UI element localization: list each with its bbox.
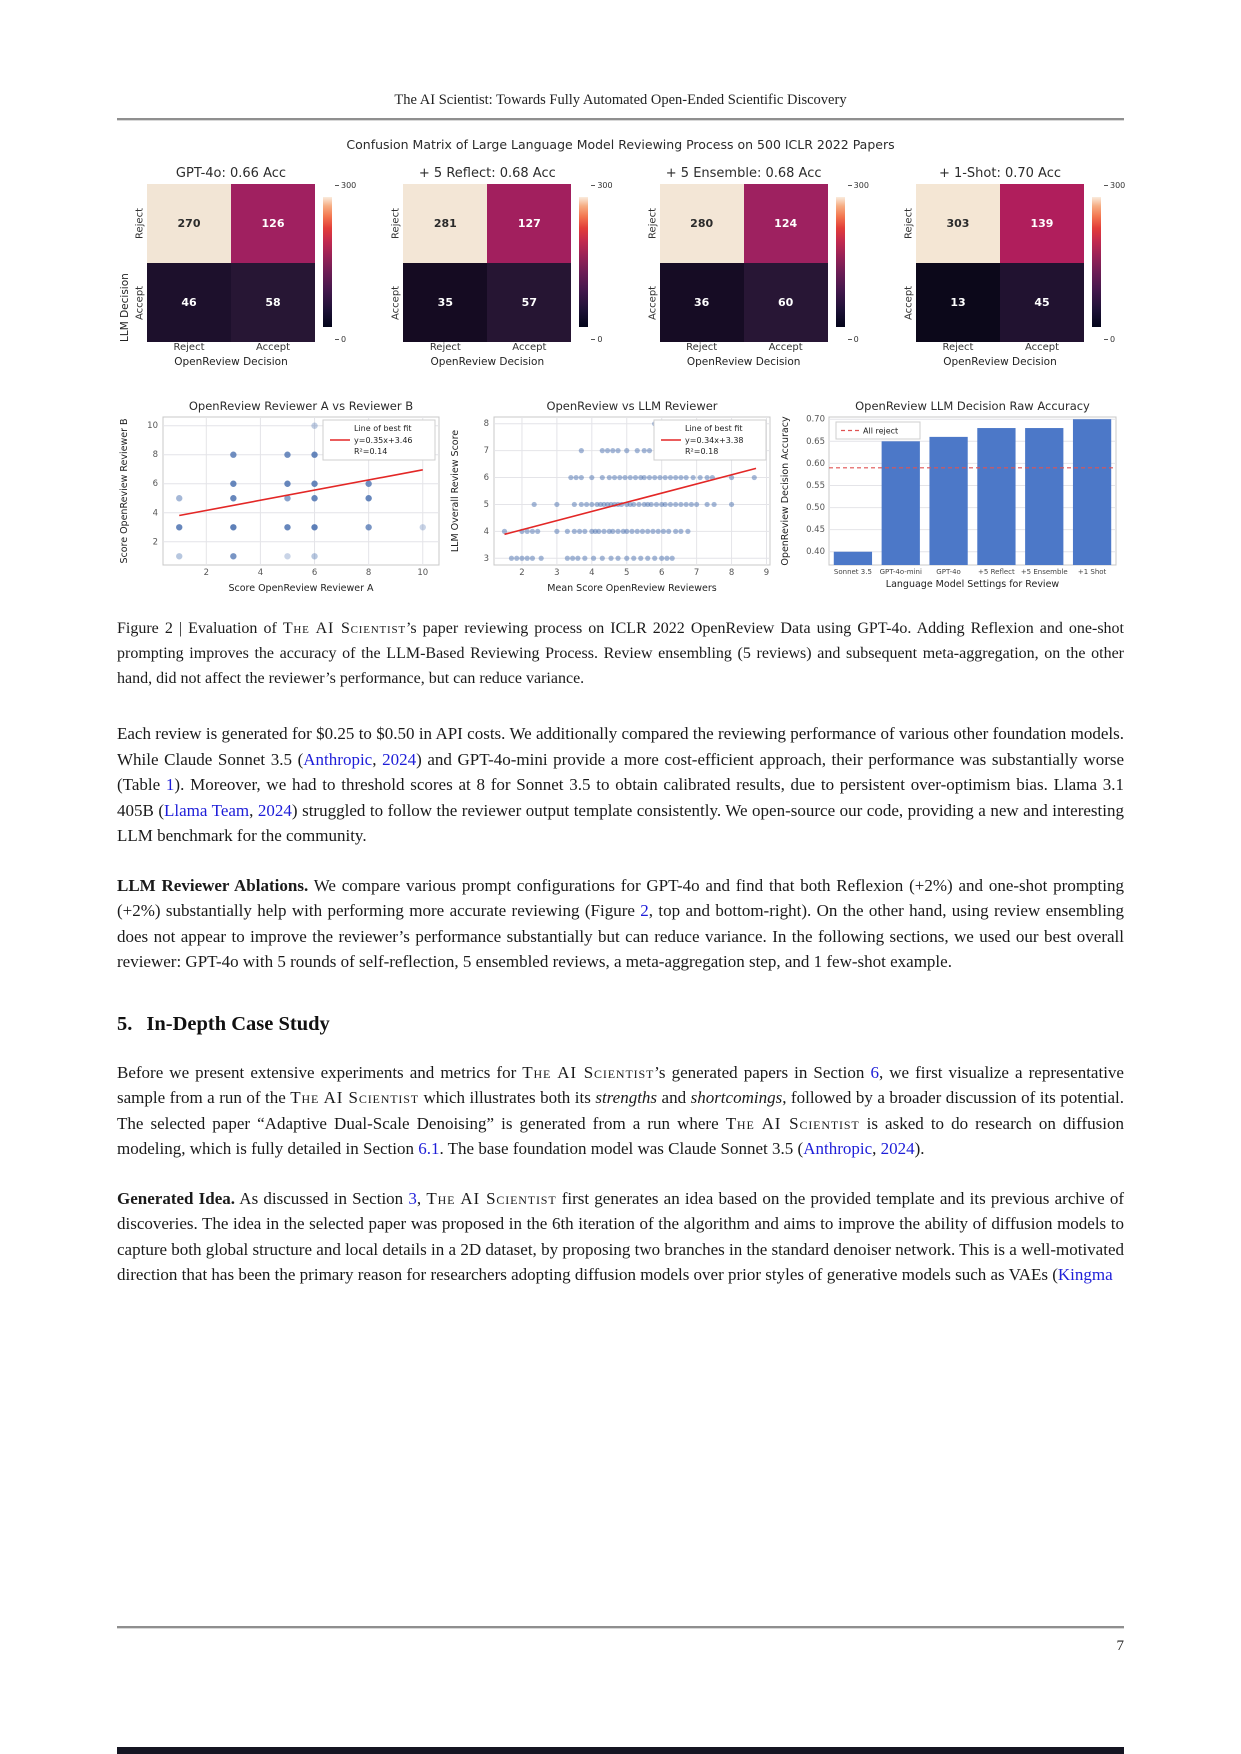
- section-heading-5: [117, 1013, 1124, 1036]
- section-title: In-Depth Case Study: [146, 1012, 330, 1035]
- section-number: 5.: [117, 1012, 133, 1035]
- header-rule: [117, 118, 1124, 121]
- citation-link[interactable]: 6: [870, 1062, 879, 1082]
- svg-text:2: 2: [519, 568, 525, 578]
- svg-text:6: 6: [311, 568, 318, 578]
- colorbar-min-tick: 0: [1104, 335, 1115, 344]
- confusion-matrix-3: [646, 166, 868, 370]
- heatmap-xlabel: OpenReview Decision: [174, 356, 288, 368]
- svg-text:8: 8: [728, 568, 735, 578]
- heatmap-cell: 36: [660, 263, 744, 342]
- heatmap-cell: 281: [403, 184, 487, 263]
- confusion-matrix-row: [117, 166, 1124, 370]
- scatter-plot-openreview-vs-llm: [448, 400, 778, 598]
- bar-chart-decision-accuracy: [779, 400, 1124, 598]
- text-segment: strengths: [595, 1088, 658, 1107]
- svg-text:2: 2: [203, 568, 210, 578]
- heatmap-cell: 46: [147, 263, 231, 342]
- svg-text:10: 10: [417, 568, 429, 578]
- heatmap-subplot-title: + 1-Shot: 0.70 Acc: [938, 166, 1062, 181]
- svg-text:0.50: 0.50: [806, 503, 825, 514]
- heatmap-cell: 60: [744, 263, 828, 342]
- citation-link[interactable]: Anthropic: [303, 749, 373, 769]
- col-tick-label: Reject: [942, 342, 974, 353]
- heatmap-row-tick-labels: [133, 184, 147, 342]
- col-tick-label: Accept: [768, 342, 803, 353]
- svg-text:4: 4: [152, 508, 158, 519]
- heatmap-ylabel: LLM Decision: [119, 273, 131, 342]
- svg-text:4: 4: [483, 526, 489, 537]
- svg-text:0.70: 0.70: [806, 414, 825, 425]
- svg-text:10: 10: [147, 421, 158, 432]
- svg-text:+1 Shot: +1 Shot: [1077, 568, 1107, 576]
- citation-link[interactable]: 2024: [880, 1139, 915, 1158]
- svg-text:3: 3: [554, 568, 560, 578]
- svg-text:7: 7: [693, 568, 700, 578]
- colorbar-gradient: [1092, 197, 1101, 327]
- text-segment: , top and bottom-right). On the other hand, using review ensembling does not appear to improve the reviewer’s performance substantially but can reduce variance. In the following sections, we used our best overall reviewer: GPT-4o with 5 rounds of self-reflection, 5 ensembled reviews, a meta-aggregation step, and 1 few-shot example.: [117, 901, 1124, 971]
- confusion-matrix-2: [389, 166, 611, 370]
- heatmap-cells: [147, 184, 315, 342]
- heatmap-cell: 127: [487, 184, 571, 263]
- heatmap-cell: 57: [487, 263, 571, 342]
- svg-text:y=0.34x+3.38: y=0.34x+3.38: [685, 436, 744, 445]
- col-tick-label: Reject: [173, 342, 205, 353]
- svg-text:+5 Ensemble: +5 Ensemble: [1020, 568, 1068, 576]
- text-segment: The AI Scientist: [522, 1062, 655, 1082]
- row-tick-label: Reject: [903, 208, 915, 240]
- svg-text:+5 Reflect: +5 Reflect: [978, 568, 1015, 576]
- svg-text:0.65: 0.65: [806, 436, 825, 447]
- svg-text:y=0.35x+3.46: y=0.35x+3.46: [354, 436, 413, 445]
- colorbar-max-tick: 300: [591, 181, 612, 190]
- heatmap-xlabel: OpenReview Decision: [430, 356, 545, 368]
- heatmap-col-tick-labels: [660, 342, 828, 356]
- colorbar-min-tick: 0: [591, 335, 602, 344]
- heatmap-cell: 303: [916, 184, 1000, 263]
- body-paragraph-case-study-intro: [117, 1060, 1124, 1162]
- text-segment: ).: [914, 1139, 925, 1158]
- row-tick-label: Accept: [134, 285, 146, 320]
- heatmap-cell: 58: [231, 263, 315, 342]
- text-segment: Each review is generated for $0.25 to $0.50 in API costs. We additionally compared the reviewing performance of various other foundation models. While Claude Sonnet 3.5 (: [117, 724, 1124, 769]
- citation-link[interactable]: 2024: [257, 800, 292, 820]
- heatmap-colorbar: [579, 181, 613, 344]
- bold-lead-in: Generated Idea.: [117, 1188, 236, 1208]
- text-segment: ) and GPT-4o-mini provide a more cost-efficient approach, their performance was substantially worse (Table: [117, 749, 1125, 794]
- svg-text:9: 9: [763, 568, 770, 578]
- svg-text:Sonnet 3.5: Sonnet 3.5: [833, 568, 872, 576]
- figure-2: [117, 137, 1124, 598]
- heatmap-xlabel: OpenReview Decision: [943, 356, 1057, 368]
- svg-text:OpenReview Decision Accuracy: OpenReview Decision Accuracy: [780, 416, 791, 566]
- heatmap-cells: [916, 184, 1084, 342]
- next-page-preview-strip: [117, 1747, 1124, 1754]
- svg-text:All reject: All reject: [863, 426, 899, 436]
- heatmap-subplot-title: + 5 Ensemble: 0.68 Acc: [665, 166, 822, 181]
- row-tick-label: Accept: [903, 285, 915, 320]
- figure-caption: [117, 616, 1124, 691]
- heatmap-cells: [403, 184, 571, 342]
- text-segment: ) struggled to follow the reviewer output template consistently. We open-source our code, providing a new and interesting LLM benchmark for the community.: [117, 800, 1124, 845]
- svg-text:GPT-4o-mini: GPT-4o-mini: [879, 568, 922, 576]
- svg-text:4: 4: [257, 568, 264, 578]
- text-segment: shortcomings: [690, 1088, 783, 1107]
- text-segment: The AI Scientist: [426, 1188, 557, 1208]
- heatmap-cell: 45: [1000, 263, 1084, 342]
- text-segment: Before we present extensive experiments and metrics for: [117, 1062, 523, 1082]
- text-segment: The AI Scientist: [282, 620, 406, 637]
- colorbar-max-tick: 300: [848, 181, 869, 190]
- text-segment: As discussed in Section: [235, 1188, 409, 1208]
- row-tick-label: Reject: [134, 208, 146, 240]
- col-tick-label: Reject: [686, 342, 718, 353]
- svg-text:0.60: 0.60: [806, 458, 825, 469]
- heatmap-col-tick-labels: [916, 342, 1084, 356]
- svg-text:OpenReview LLM Decision Raw Ac: OpenReview LLM Decision Raw Accuracy: [855, 400, 1090, 413]
- svg-text:2: 2: [152, 537, 158, 548]
- colorbar-gradient: [323, 197, 332, 327]
- svg-text:5: 5: [624, 568, 630, 578]
- colorbar-min-tick: 0: [848, 335, 859, 344]
- svg-text:LLM Overall Review Score: LLM Overall Review Score: [450, 429, 461, 553]
- svg-text:8: 8: [483, 419, 489, 430]
- row-tick-label: Reject: [647, 208, 659, 240]
- page-footer: [117, 1626, 1124, 1655]
- heatmap-col-tick-labels: [403, 342, 571, 356]
- colorbar-min-tick: 0: [335, 335, 346, 344]
- svg-text:0.45: 0.45: [806, 525, 825, 536]
- svg-text:Line of best fit: Line of best fit: [354, 424, 412, 433]
- footer-rule: [117, 1626, 1124, 1629]
- heatmap-cell: 13: [916, 263, 1000, 342]
- svg-text:6: 6: [658, 568, 665, 578]
- col-tick-label: Accept: [1024, 342, 1060, 353]
- text-segment: . The base foundation model was Claude Sonnet 3.5 (: [439, 1139, 804, 1158]
- svg-text:OpenReview vs LLM Reviewer: OpenReview vs LLM Reviewer: [546, 400, 718, 413]
- text-segment: ’s paper reviewing process on ICLR 2022 OpenReview Data using GPT-4o. Adding Reflexion and one-shot prompting improves the accuracy of the LLM-Based Reviewing Process. Review ensembling (5 reviews) and subsequent meta-aggregation, on the other hand, did not affect the reviewer’s performance, but can reduce variance.: [117, 620, 1125, 687]
- heatmap-cell: 280: [660, 184, 744, 263]
- body-paragraph-llm-reviewer-ablations: [117, 873, 1124, 975]
- heatmap-row-tick-labels: [389, 184, 403, 342]
- text-segment: Figure 2 | Evaluation of: [117, 620, 283, 637]
- heatmap-cell: 126: [231, 184, 315, 263]
- col-tick-label: Reject: [429, 342, 461, 353]
- svg-text:Score OpenReview Reviewer A: Score OpenReview Reviewer A: [228, 583, 374, 594]
- heatmap-cell: 124: [744, 184, 828, 263]
- svg-text:3: 3: [483, 553, 489, 564]
- text-segment: ’s generated papers in Section: [654, 1062, 871, 1082]
- col-tick-label: Accept: [255, 342, 291, 353]
- figure-bottom-row: [117, 400, 1124, 598]
- svg-text:6: 6: [152, 479, 158, 490]
- heatmap-cell: 270: [147, 184, 231, 263]
- page-number: 7: [1116, 1638, 1124, 1654]
- citation-link[interactable]: 2: [640, 901, 649, 920]
- svg-text:GPT-4o: GPT-4o: [936, 568, 961, 576]
- heatmap-row-tick-labels: [646, 184, 660, 342]
- heatmap-cells: [660, 184, 828, 342]
- text-segment: ,: [249, 800, 258, 820]
- text-segment: first generates an idea based on the provided template and its previous archive of discoveries. The idea in the selected paper was proposed in the 6th iteration of the algorithm and aims to improve the ability of diffusion models to capture both global structure and local details in a 2D dataset, by proposing two branches in the standard denoiser network. This is a well-motivated direction that has been the primary reason for researchers adopting diffusion models over prior styles of generative models such as VAEs (: [117, 1188, 1125, 1284]
- colorbar-gradient: [579, 197, 588, 327]
- text-segment: ). Moreover, we had to threshold scores at 8 for Sonnet 3.5 to obtain calibrated results, due to persistent over-optimism bias. Llama 3.1 405B (: [117, 775, 1124, 820]
- svg-text:0.55: 0.55: [806, 480, 825, 491]
- svg-text:Language Model Settings for Re: Language Model Settings for Review: [885, 579, 1060, 590]
- svg-text:8: 8: [152, 450, 158, 461]
- svg-text:5: 5: [483, 499, 489, 510]
- body-paragraph-generated-idea: [117, 1186, 1124, 1288]
- text-segment: The AI Scientist: [725, 1113, 860, 1133]
- svg-text:7: 7: [483, 446, 489, 457]
- citation-link[interactable]: 6.1: [418, 1139, 440, 1158]
- heatmap-colorbar: [836, 181, 869, 344]
- heatmap-cell: 35: [403, 263, 487, 342]
- svg-text:4: 4: [589, 568, 595, 578]
- scatter-plot-reviewer-a-vs-b: [117, 400, 447, 598]
- bold-lead-in: LLM Reviewer Ablations.: [117, 875, 309, 895]
- row-tick-label: Accept: [647, 285, 659, 320]
- citation-link[interactable]: 3: [408, 1188, 417, 1208]
- svg-text:Mean Score OpenReview Reviewer: Mean Score OpenReview Reviewers: [547, 583, 717, 594]
- colorbar-gradient: [836, 197, 845, 327]
- row-tick-label: Accept: [390, 285, 402, 320]
- heatmap-colorbar: [1092, 181, 1126, 344]
- heatmap-subplot-title: GPT-4o: 0.66 Acc: [175, 166, 287, 181]
- text-segment: , we first visualize a representative sample from a run of the: [117, 1062, 1124, 1107]
- svg-text:0.40: 0.40: [806, 547, 825, 558]
- text-segment: The AI Scientist: [290, 1088, 419, 1107]
- text-segment: ,: [416, 1188, 427, 1208]
- heatmap-row-tick-labels: [902, 184, 916, 342]
- svg-text:R²=0.14: R²=0.14: [354, 447, 388, 456]
- svg-text:OpenReview Reviewer A vs Revie: OpenReview Reviewer A vs Reviewer B: [188, 400, 414, 413]
- citation-link[interactable]: 1: [165, 775, 175, 794]
- svg-text:R²=0.18: R²=0.18: [685, 447, 719, 456]
- heatmap-xlabel: OpenReview Decision: [686, 356, 801, 368]
- confusion-matrix-4: [902, 166, 1124, 370]
- text-segment: ,: [372, 749, 383, 769]
- body-paragraph-api-costs: [117, 721, 1124, 849]
- citation-link[interactable]: Kingma: [1057, 1265, 1113, 1284]
- text-segment: is asked to do research on diffusion modeling, which is fully detailed in Section: [117, 1113, 1125, 1158]
- text-segment: which illustrates both its: [418, 1088, 596, 1107]
- colorbar-max-tick: 300: [1104, 181, 1125, 190]
- colorbar-max-tick: 300: [335, 181, 356, 190]
- heatmap-col-tick-labels: [147, 342, 315, 356]
- confusion-matrix-1: [117, 166, 355, 370]
- svg-text:Line of best fit: Line of best fit: [685, 424, 743, 433]
- heatmap-subplot-title: + 5 Reflect: 0.68 Acc: [418, 166, 556, 181]
- svg-text:Score OpenReview Reviewer B: Score OpenReview Reviewer B: [119, 418, 130, 564]
- figure-suptitle: Confusion Matrix of Large Language Model Reviewing Process on 500 ICLR 2022 Papers: [346, 137, 895, 152]
- text-segment: ,: [872, 1139, 881, 1158]
- citation-link[interactable]: Anthropic: [803, 1139, 873, 1158]
- text-segment: and: [657, 1088, 691, 1107]
- citation-link[interactable]: Llama Team: [164, 800, 250, 820]
- running-head: The AI Scientist: Towards Fully Automated Open-Ended Scientific Discovery: [394, 92, 847, 108]
- heatmap-colorbar: [323, 181, 357, 344]
- row-tick-label: Reject: [390, 208, 402, 240]
- text-segment: , followed by a broader discussion of its potential. The selected paper “Adaptive Dual-Scale Denoising” is generated from a run where: [117, 1088, 1125, 1133]
- text-segment: We compare various prompt configurations for GPT-4o and find that both Reflexion (+2%) and one-shot prompting (+2%) substantially help with performing more accurate reviewing (Figure: [117, 875, 1124, 920]
- svg-text:6: 6: [483, 473, 489, 484]
- citation-link[interactable]: 2024: [382, 749, 417, 769]
- heatmap-cell: 139: [1000, 184, 1084, 263]
- svg-text:8: 8: [365, 568, 372, 578]
- col-tick-label: Accept: [512, 342, 547, 353]
